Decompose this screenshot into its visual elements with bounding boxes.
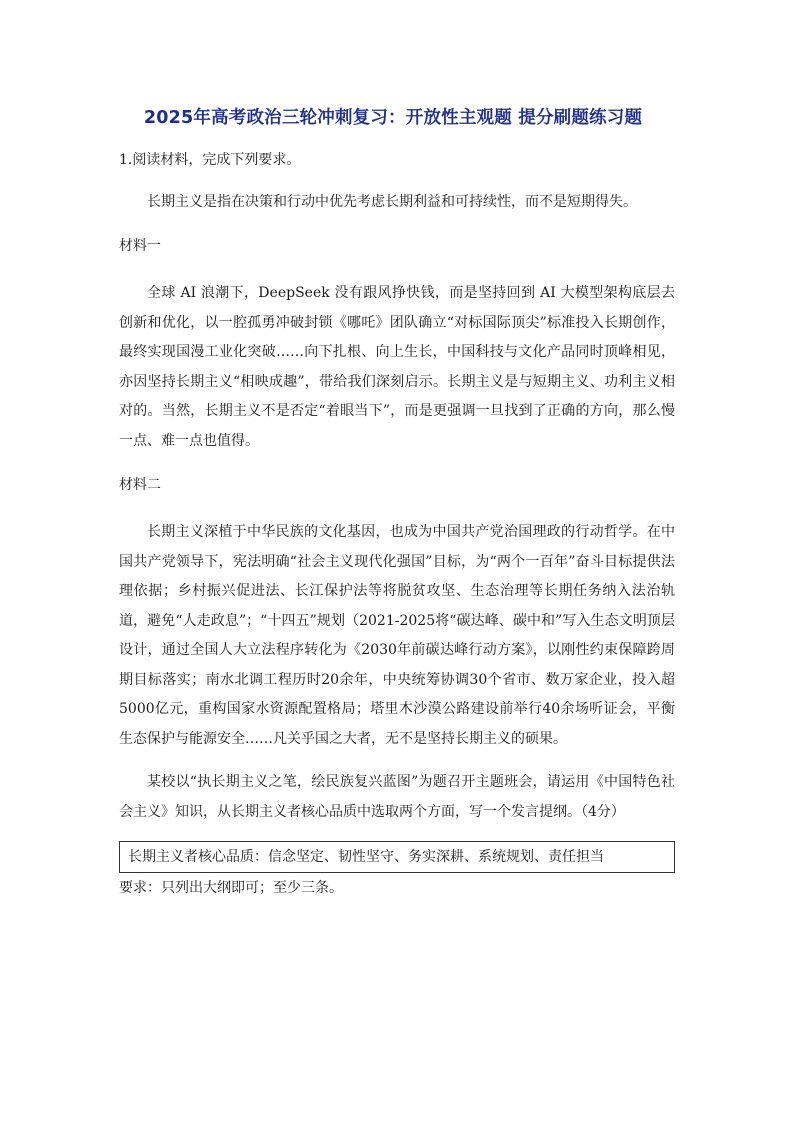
task-paragraph: 某校以“执长期主义之笔，绘民族复兴蓝图”为题召开主题班会，请运用《中国特色社会主义》知识，从长期主义者核心品质中选取两个方面，写一个发言提纲。（4分）	[119, 774, 675, 820]
intro-paragraph: 长期主义是指在决策和行动中优先考虑长期利益和可持续性，而不是短期得失。	[147, 194, 637, 210]
document-page	[119, 104, 675, 899]
document-title: 2025年高考政治三轮冲刺复习：开放性主观题 提分刷题练习题	[143, 108, 643, 128]
material-two-label: 材料二	[119, 477, 161, 493]
requirement-text: 要求：只列出大纲即可；至少三条。	[119, 880, 343, 896]
core-qualities-box: 长期主义者核心品质：信念坚定、韧性坚守、务实深耕、系统规划、责任担当	[119, 841, 675, 873]
material-two-text: 长期主义深植于中华民族的文化基因，也成为中国共产党治国理政的行动哲学。在中国共产党领导下，宪法明确“社会主义现代化强国”目标，为“两个一百年”奋斗目标提供法理依据；乡村振兴促进法、长江保护法等将脱贫攻坚、生态治理等长期任务纳入法治轨道，避免“人走政息”；“十四五”规划（2021-2025将“碳达峰、碳中和”写入生态文明顶层设计，通过全国人大立法程序转化为《2030年前碳达峰行动方案》，以刚性约束保障跨周期目标落实；南水北调工程历时20余年，中央统筹协调30个省市、数万家企业，投入超5000亿元，重构国家水资源配置格局；塔里木沙漠公路建设前举行40余场听证会，平衡生态保护与能源安全……凡关乎国之大者，无不是坚持长期主义的硕果。	[119, 524, 675, 747]
question-heading: 1.阅读材料，完成下列要求。	[119, 152, 301, 168]
material-one-text: 全球 AI 浪潮下，DeepSeek 没有跟风挣快钱，而是坚持回到 AI 大模型架构底层去创新和优化，以一腔孤勇冲破封锁《哪吒》团队确立“对标国际顶尖”标准投入长期创作，最终实现国漫工业化突破……向下扎根、向上生长，中国科技与文化产品同时顶峰相见，亦因坚持长期主义“相映成趣”，带给我们深刻启示。长期主义是与短期主义、功利主义相对的。当然，长期主义不是否定“着眼当下”，而是更强调一旦找到了正确的方向，那么慢一点、难一点也值得。	[119, 285, 675, 449]
material-one-label: 材料一	[119, 238, 161, 254]
